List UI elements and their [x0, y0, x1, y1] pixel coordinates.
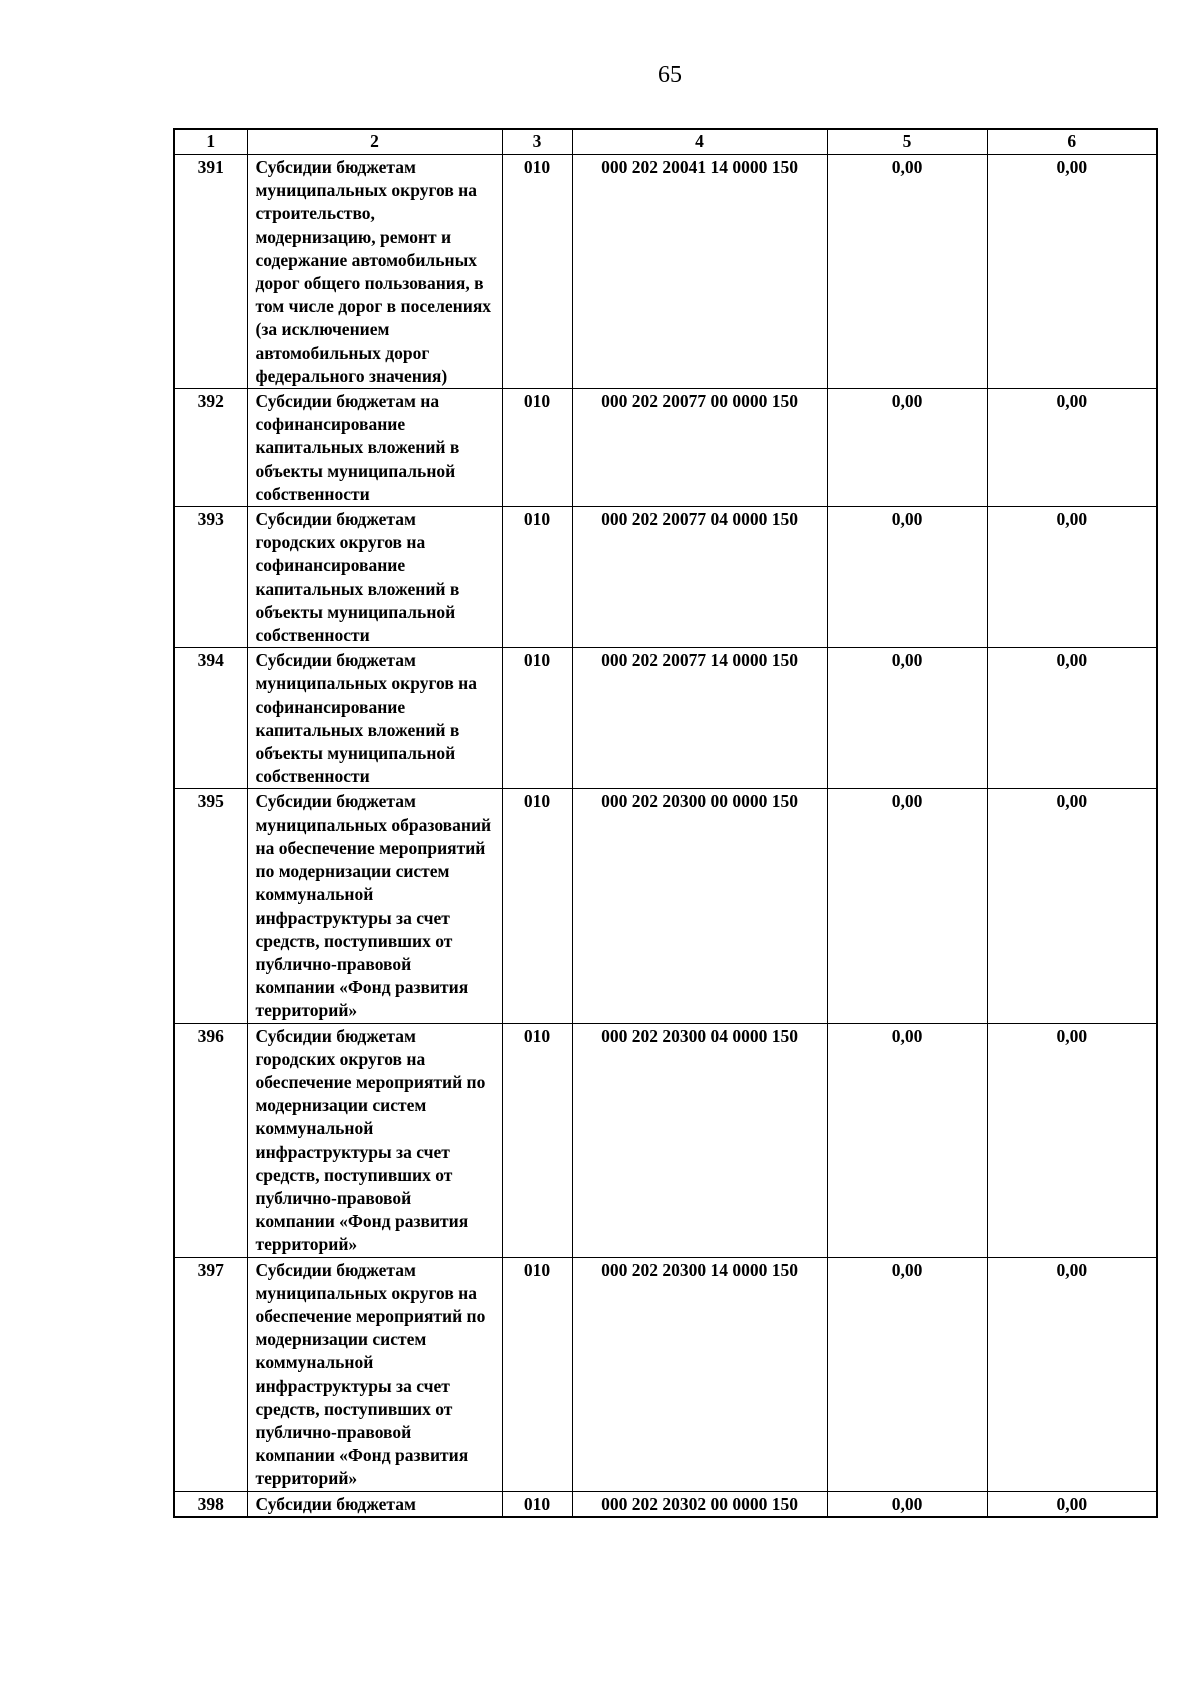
row-value-5: 0,00	[827, 789, 987, 1023]
table-row	[174, 155, 1157, 389]
row-value-5: 0,00	[827, 155, 987, 389]
row-budget-code: 000 202 20041 14 0000 150	[572, 155, 827, 389]
row-name: Субсидии бюджетам городских округов на обеспечение мероприятий по модернизации систем коммунальной инфраструктуры за счет средств, поступивших от публично-правовой компании «Фонд развития территорий»	[247, 1023, 502, 1257]
table-row	[174, 389, 1157, 507]
table-row	[174, 648, 1157, 789]
row-number: 397	[174, 1257, 247, 1491]
row-admin-code: 010	[502, 789, 572, 1023]
row-budget-code: 000 202 20077 14 0000 150	[572, 648, 827, 789]
table-row	[174, 1491, 1157, 1517]
row-number: 396	[174, 1023, 247, 1257]
row-value-6: 0,00	[987, 389, 1157, 507]
table-row	[174, 1023, 1157, 1257]
row-admin-code: 010	[502, 648, 572, 789]
row-value-6: 0,00	[987, 155, 1157, 389]
row-value-6: 0,00	[987, 1491, 1157, 1517]
row-admin-code: 010	[502, 1257, 572, 1491]
row-name: Субсидии бюджетам муниципальных округов на обеспечение мероприятий по модернизации систем коммунальной инфраструктуры за счет средств, поступивших от публично-правовой компании «Фонд развития территорий»	[247, 1257, 502, 1491]
page-number: 65	[658, 62, 682, 88]
row-budget-code: 000 202 20300 04 0000 150	[572, 1023, 827, 1257]
table-header-row	[174, 129, 1157, 155]
row-value-6: 0,00	[987, 789, 1157, 1023]
row-number: 392	[174, 389, 247, 507]
row-admin-code: 010	[502, 1023, 572, 1257]
row-budget-code: 000 202 20302 00 0000 150	[572, 1491, 827, 1517]
column-header: 5	[827, 129, 987, 155]
row-name: Субсидии бюджетам на софинансирование капитальных вложений в объекты муниципальной собственности	[247, 389, 502, 507]
row-number: 398	[174, 1491, 247, 1517]
row-value-6: 0,00	[987, 648, 1157, 789]
row-name: Субсидии бюджетам муниципальных округов на строительство, модернизацию, ремонт и содержание автомобильных дорог общего пользования, в том числе дорог в поселениях (за исключением автомобильных дорог федерального значения)	[247, 155, 502, 389]
row-number: 395	[174, 789, 247, 1023]
row-value-5: 0,00	[827, 389, 987, 507]
row-name: Субсидии бюджетам городских округов на софинансирование капитальных вложений в объекты муниципальной собственности	[247, 507, 502, 648]
row-number: 393	[174, 507, 247, 648]
row-name: Субсидии бюджетам	[247, 1491, 502, 1517]
row-admin-code: 010	[502, 1491, 572, 1517]
table-row	[174, 789, 1157, 1023]
row-value-5: 0,00	[827, 648, 987, 789]
row-value-6: 0,00	[987, 1023, 1157, 1257]
row-budget-code: 000 202 20300 00 0000 150	[572, 789, 827, 1023]
column-header: 6	[987, 129, 1157, 155]
row-admin-code: 010	[502, 507, 572, 648]
column-header: 4	[572, 129, 827, 155]
row-budget-code: 000 202 20300 14 0000 150	[572, 1257, 827, 1491]
row-name: Субсидии бюджетам муниципальных образований на обеспечение мероприятий по модернизации систем коммунальной инфраструктуры за счет средств, поступивших от публично-правовой компании «Фонд развития территорий»	[247, 789, 502, 1023]
row-number: 391	[174, 155, 247, 389]
row-value-5: 0,00	[827, 1491, 987, 1517]
row-value-5: 0,00	[827, 507, 987, 648]
table-row	[174, 507, 1157, 648]
row-budget-code: 000 202 20077 00 0000 150	[572, 389, 827, 507]
table-row	[174, 1257, 1157, 1491]
row-budget-code: 000 202 20077 04 0000 150	[572, 507, 827, 648]
row-number: 394	[174, 648, 247, 789]
row-admin-code: 010	[502, 155, 572, 389]
row-name: Субсидии бюджетам муниципальных округов на софинансирование капитальных вложений в объекты муниципальной собственности	[247, 648, 502, 789]
column-header: 1	[174, 129, 247, 155]
row-value-6: 0,00	[987, 507, 1157, 648]
row-value-5: 0,00	[827, 1023, 987, 1257]
budget-table	[173, 128, 1158, 1518]
row-value-6: 0,00	[987, 1257, 1157, 1491]
row-value-5: 0,00	[827, 1257, 987, 1491]
column-header: 3	[502, 129, 572, 155]
row-admin-code: 010	[502, 389, 572, 507]
column-header: 2	[247, 129, 502, 155]
